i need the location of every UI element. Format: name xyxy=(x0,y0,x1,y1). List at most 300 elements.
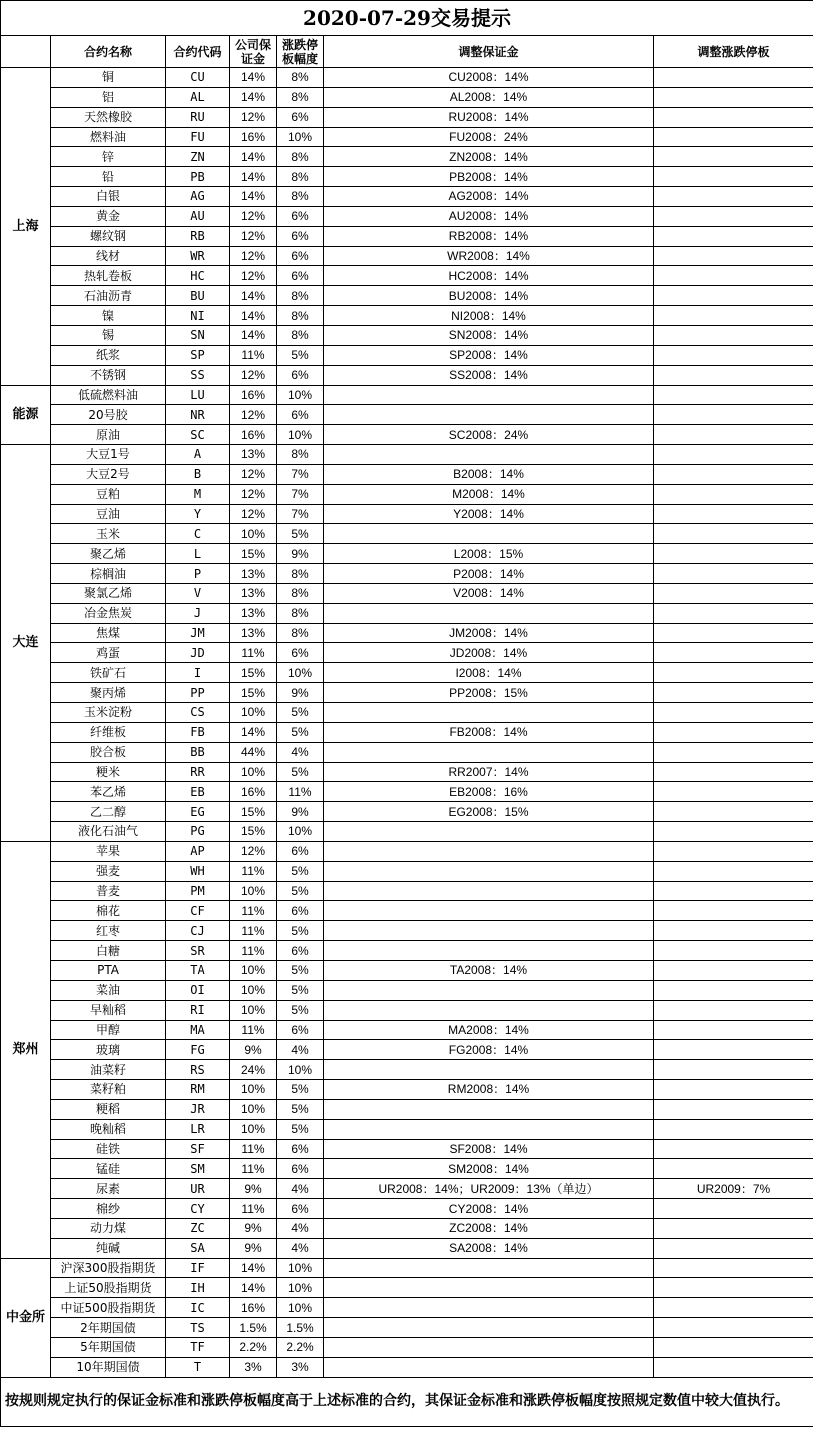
price-limit-cell: 8% xyxy=(277,87,324,107)
adjusted-limit-cell xyxy=(654,365,813,385)
adjusted-limit-cell xyxy=(654,187,813,207)
header-price-limit: 涨跌停板幅度 xyxy=(277,36,324,68)
price-limit-cell: 8% xyxy=(277,167,324,187)
price-limit-cell: 1.5% xyxy=(277,1318,324,1338)
table-row xyxy=(1,1338,813,1358)
table-row xyxy=(1,941,813,961)
contract-name-cell: 热轧卷板 xyxy=(51,266,166,286)
adjusted-limit-cell xyxy=(654,325,813,345)
contract-code-cell: L xyxy=(166,544,230,564)
table-row xyxy=(1,1278,813,1298)
adjusted-limit-cell xyxy=(654,266,813,286)
adjusted-margin-cell xyxy=(324,1318,654,1338)
price-limit-cell: 5% xyxy=(277,524,324,544)
adjusted-margin-cell xyxy=(324,703,654,723)
table-row xyxy=(1,1199,813,1219)
table-row xyxy=(1,861,813,881)
contract-code-cell: MA xyxy=(166,1020,230,1040)
price-limit-cell: 10% xyxy=(277,127,324,147)
table-row xyxy=(1,187,813,207)
price-limit-cell: 6% xyxy=(277,841,324,861)
company-margin-cell: 16% xyxy=(230,385,277,405)
contract-code-cell: M xyxy=(166,484,230,504)
company-margin-cell: 11% xyxy=(230,643,277,663)
price-limit-cell: 6% xyxy=(277,1159,324,1179)
adjusted-limit-cell xyxy=(654,1080,813,1100)
price-limit-cell: 6% xyxy=(277,1139,324,1159)
contract-code-cell: TF xyxy=(166,1338,230,1358)
price-limit-cell: 6% xyxy=(277,107,324,127)
contract-name-cell: 晚籼稻 xyxy=(51,1119,166,1139)
company-margin-cell: 10% xyxy=(230,881,277,901)
adjusted-margin-cell xyxy=(324,603,654,623)
table-row xyxy=(1,504,813,524)
table-row xyxy=(1,980,813,1000)
table-row xyxy=(1,921,813,941)
price-limit-cell: 6% xyxy=(277,206,324,226)
adjusted-limit-cell xyxy=(654,1040,813,1060)
company-margin-cell: 13% xyxy=(230,564,277,584)
contract-code-cell: RS xyxy=(166,1060,230,1080)
company-margin-cell: 16% xyxy=(230,127,277,147)
contract-name-cell: 线材 xyxy=(51,246,166,266)
contract-name-cell: 棉花 xyxy=(51,901,166,921)
table-row xyxy=(1,1099,813,1119)
adjusted-limit-cell xyxy=(654,564,813,584)
adjusted-margin-cell: FU2008：24% xyxy=(324,127,654,147)
company-margin-cell: 9% xyxy=(230,1040,277,1060)
contract-name-cell: 苹果 xyxy=(51,841,166,861)
adjusted-margin-cell xyxy=(324,841,654,861)
company-margin-cell: 11% xyxy=(230,901,277,921)
header-contract-name: 合约名称 xyxy=(51,36,166,68)
contract-code-cell: FG xyxy=(166,1040,230,1060)
header-exchange xyxy=(1,36,51,68)
table-row xyxy=(1,226,813,246)
contract-code-cell: T xyxy=(166,1357,230,1377)
table-row xyxy=(1,87,813,107)
company-margin-cell: 2.2% xyxy=(230,1338,277,1358)
price-limit-cell: 5% xyxy=(277,980,324,1000)
contract-name-cell: 聚乙烯 xyxy=(51,544,166,564)
table-row xyxy=(1,1139,813,1159)
price-limit-cell: 10% xyxy=(277,1278,324,1298)
company-margin-cell: 16% xyxy=(230,1298,277,1318)
adjusted-limit-cell xyxy=(654,68,813,88)
table-row xyxy=(1,345,813,365)
header-row xyxy=(1,36,813,68)
adjusted-margin-cell xyxy=(324,901,654,921)
adjusted-margin-cell: BU2008：14% xyxy=(324,286,654,306)
table-row xyxy=(1,901,813,921)
adjusted-limit-cell xyxy=(654,167,813,187)
contract-code-cell: PP xyxy=(166,683,230,703)
table-row xyxy=(1,405,813,425)
adjusted-margin-cell xyxy=(324,1278,654,1298)
adjusted-limit-cell xyxy=(654,445,813,465)
adjusted-margin-cell xyxy=(324,1060,654,1080)
adjusted-margin-cell xyxy=(324,861,654,881)
contract-name-cell: 动力煤 xyxy=(51,1218,166,1238)
adjusted-limit-cell xyxy=(654,960,813,980)
company-margin-cell: 13% xyxy=(230,623,277,643)
adjusted-limit-cell xyxy=(654,286,813,306)
price-limit-cell: 4% xyxy=(277,742,324,762)
table-row xyxy=(1,325,813,345)
price-limit-cell: 7% xyxy=(277,484,324,504)
contract-name-cell: 棕榈油 xyxy=(51,564,166,584)
contract-code-cell: PM xyxy=(166,881,230,901)
price-limit-cell: 10% xyxy=(277,385,324,405)
contract-code-cell: BU xyxy=(166,286,230,306)
contract-name-cell: 甲醇 xyxy=(51,1020,166,1040)
adjusted-margin-cell: EB2008：16% xyxy=(324,782,654,802)
exchange-cell: 中金所 xyxy=(1,1258,51,1377)
price-limit-cell: 6% xyxy=(277,1020,324,1040)
contract-code-cell: JM xyxy=(166,623,230,643)
contract-name-cell: 铁矿石 xyxy=(51,663,166,683)
contract-name-cell: 冶金焦炭 xyxy=(51,603,166,623)
price-limit-cell: 9% xyxy=(277,544,324,564)
contract-code-cell: JR xyxy=(166,1099,230,1119)
contract-code-cell: WH xyxy=(166,861,230,881)
adjusted-limit-cell xyxy=(654,464,813,484)
adjusted-margin-cell: RU2008：14% xyxy=(324,107,654,127)
contract-name-cell: PTA xyxy=(51,960,166,980)
price-limit-cell: 10% xyxy=(277,1298,324,1318)
contract-code-cell: SM xyxy=(166,1159,230,1179)
contract-code-cell: SC xyxy=(166,425,230,445)
adjusted-margin-cell: M2008：14% xyxy=(324,484,654,504)
contract-code-cell: FU xyxy=(166,127,230,147)
table-row xyxy=(1,68,813,88)
table-row xyxy=(1,1357,813,1377)
adjusted-margin-cell xyxy=(324,1119,654,1139)
contract-code-cell: IF xyxy=(166,1258,230,1278)
adjusted-limit-cell xyxy=(654,1159,813,1179)
contract-code-cell: NI xyxy=(166,306,230,326)
adjusted-margin-cell: NI2008：14% xyxy=(324,306,654,326)
contract-name-cell: 镍 xyxy=(51,306,166,326)
contract-code-cell: EB xyxy=(166,782,230,802)
price-limit-cell: 4% xyxy=(277,1179,324,1199)
company-margin-cell: 11% xyxy=(230,861,277,881)
adjusted-limit-cell xyxy=(654,901,813,921)
contract-name-cell: 20号胶 xyxy=(51,405,166,425)
adjusted-limit-cell xyxy=(654,603,813,623)
contract-code-cell: SA xyxy=(166,1238,230,1258)
contract-code-cell: A xyxy=(166,445,230,465)
contract-name-cell: 胶合板 xyxy=(51,742,166,762)
contract-code-cell: LR xyxy=(166,1119,230,1139)
adjusted-margin-cell xyxy=(324,742,654,762)
table-row xyxy=(1,703,813,723)
company-margin-cell: 11% xyxy=(230,1199,277,1219)
company-margin-cell: 12% xyxy=(230,464,277,484)
company-margin-cell: 11% xyxy=(230,345,277,365)
adjusted-margin-cell xyxy=(324,822,654,842)
company-margin-cell: 10% xyxy=(230,1119,277,1139)
price-limit-cell: 5% xyxy=(277,1099,324,1119)
company-margin-cell: 1.5% xyxy=(230,1318,277,1338)
adjusted-limit-cell xyxy=(654,1199,813,1219)
table-row xyxy=(1,1040,813,1060)
adjusted-limit-cell xyxy=(654,226,813,246)
contract-name-cell: 聚氯乙烯 xyxy=(51,583,166,603)
table-row xyxy=(1,1238,813,1258)
price-limit-cell: 9% xyxy=(277,802,324,822)
adjusted-limit-cell xyxy=(654,623,813,643)
contract-name-cell: 强麦 xyxy=(51,861,166,881)
adjusted-limit-cell xyxy=(654,405,813,425)
adjusted-limit-cell xyxy=(654,881,813,901)
footer-row xyxy=(1,1377,813,1426)
company-margin-cell: 12% xyxy=(230,365,277,385)
contract-code-cell: IH xyxy=(166,1278,230,1298)
table-row xyxy=(1,603,813,623)
table-row xyxy=(1,742,813,762)
company-margin-cell: 15% xyxy=(230,683,277,703)
company-margin-cell: 9% xyxy=(230,1218,277,1238)
price-limit-cell: 8% xyxy=(277,68,324,88)
company-margin-cell: 14% xyxy=(230,1278,277,1298)
contract-code-cell: CF xyxy=(166,901,230,921)
contract-name-cell: 锰硅 xyxy=(51,1159,166,1179)
header-contract-code: 合约代码 xyxy=(166,36,230,68)
company-margin-cell: 14% xyxy=(230,87,277,107)
adjusted-margin-cell: V2008：14% xyxy=(324,583,654,603)
exchange-cell: 上海 xyxy=(1,68,51,386)
adjusted-limit-cell xyxy=(654,1000,813,1020)
contract-code-cell: BB xyxy=(166,742,230,762)
price-limit-cell: 8% xyxy=(277,603,324,623)
adjusted-margin-cell: JM2008：14% xyxy=(324,623,654,643)
adjusted-margin-cell: EG2008：15% xyxy=(324,802,654,822)
adjusted-margin-cell: PP2008：15% xyxy=(324,683,654,703)
company-margin-cell: 11% xyxy=(230,1020,277,1040)
adjusted-margin-cell: AG2008：14% xyxy=(324,187,654,207)
contract-name-cell: 白糖 xyxy=(51,941,166,961)
adjusted-margin-cell xyxy=(324,385,654,405)
company-margin-cell: 10% xyxy=(230,762,277,782)
adjusted-limit-cell xyxy=(654,544,813,564)
contract-name-cell: 铜 xyxy=(51,68,166,88)
adjusted-margin-cell: SF2008：14% xyxy=(324,1139,654,1159)
contract-name-cell: 玉米淀粉 xyxy=(51,703,166,723)
table-row xyxy=(1,1179,813,1199)
contract-code-cell: EG xyxy=(166,802,230,822)
table-row xyxy=(1,385,813,405)
contract-name-cell: 油菜籽 xyxy=(51,1060,166,1080)
contract-code-cell: AU xyxy=(166,206,230,226)
adjusted-margin-cell: SN2008：14% xyxy=(324,325,654,345)
contract-code-cell: CS xyxy=(166,703,230,723)
contract-name-cell: 锡 xyxy=(51,325,166,345)
price-limit-cell: 5% xyxy=(277,861,324,881)
contract-code-cell: AG xyxy=(166,187,230,207)
table-row xyxy=(1,246,813,266)
contract-code-cell: HC xyxy=(166,266,230,286)
table-row xyxy=(1,1218,813,1238)
table-row xyxy=(1,445,813,465)
table-row xyxy=(1,306,813,326)
adjusted-limit-cell xyxy=(654,762,813,782)
price-limit-cell: 5% xyxy=(277,345,324,365)
adjusted-limit-cell xyxy=(654,484,813,504)
table-row xyxy=(1,643,813,663)
contract-name-cell: 菜籽粕 xyxy=(51,1080,166,1100)
contract-code-cell: ZN xyxy=(166,147,230,167)
company-margin-cell: 10% xyxy=(230,524,277,544)
adjusted-margin-cell: ZN2008：14% xyxy=(324,147,654,167)
price-limit-cell: 5% xyxy=(277,722,324,742)
adjusted-margin-cell: L2008：15% xyxy=(324,544,654,564)
contract-code-cell: RR xyxy=(166,762,230,782)
company-margin-cell: 10% xyxy=(230,1000,277,1020)
adjusted-margin-cell xyxy=(324,921,654,941)
company-margin-cell: 12% xyxy=(230,107,277,127)
adjusted-margin-cell: AL2008：14% xyxy=(324,87,654,107)
contract-name-cell: 纤维板 xyxy=(51,722,166,742)
price-limit-cell: 8% xyxy=(277,623,324,643)
contract-code-cell: RB xyxy=(166,226,230,246)
company-margin-cell: 10% xyxy=(230,980,277,1000)
contract-name-cell: 豆油 xyxy=(51,504,166,524)
table-body xyxy=(1,1,813,1427)
adjusted-margin-cell: CU2008：14% xyxy=(324,68,654,88)
company-margin-cell: 9% xyxy=(230,1179,277,1199)
company-margin-cell: 12% xyxy=(230,504,277,524)
table-row xyxy=(1,167,813,187)
adjusted-margin-cell xyxy=(324,1357,654,1377)
adjusted-limit-cell xyxy=(654,306,813,326)
price-limit-cell: 10% xyxy=(277,822,324,842)
contract-name-cell: 豆粕 xyxy=(51,484,166,504)
contract-name-cell: 聚丙烯 xyxy=(51,683,166,703)
price-limit-cell: 5% xyxy=(277,881,324,901)
adjusted-limit-cell xyxy=(654,1338,813,1358)
contract-code-cell: SP xyxy=(166,345,230,365)
adjusted-margin-cell: WR2008：14% xyxy=(324,246,654,266)
contract-code-cell: OI xyxy=(166,980,230,1000)
table-row xyxy=(1,1298,813,1318)
price-limit-cell: 8% xyxy=(277,325,324,345)
company-margin-cell: 14% xyxy=(230,147,277,167)
contract-name-cell: 菜油 xyxy=(51,980,166,1000)
company-margin-cell: 11% xyxy=(230,921,277,941)
contract-code-cell: CU xyxy=(166,68,230,88)
adjusted-limit-cell xyxy=(654,703,813,723)
price-limit-cell: 11% xyxy=(277,782,324,802)
table-row xyxy=(1,583,813,603)
adjusted-margin-cell xyxy=(324,405,654,425)
title-row xyxy=(1,1,813,36)
adjusted-margin-cell xyxy=(324,1000,654,1020)
price-limit-cell: 8% xyxy=(277,147,324,167)
contract-code-cell: SN xyxy=(166,325,230,345)
contract-name-cell: 红枣 xyxy=(51,921,166,941)
contract-code-cell: CJ xyxy=(166,921,230,941)
price-limit-cell: 6% xyxy=(277,226,324,246)
adjusted-margin-cell: SA2008：14% xyxy=(324,1238,654,1258)
adjusted-margin-cell xyxy=(324,941,654,961)
adjusted-margin-cell: HC2008：14% xyxy=(324,266,654,286)
contract-name-cell: 铝 xyxy=(51,87,166,107)
company-margin-cell: 11% xyxy=(230,1139,277,1159)
contract-name-cell: 液化石油气 xyxy=(51,822,166,842)
price-limit-cell: 5% xyxy=(277,960,324,980)
price-limit-cell: 4% xyxy=(277,1218,324,1238)
contract-name-cell: 纯碱 xyxy=(51,1238,166,1258)
contract-code-cell: RI xyxy=(166,1000,230,1020)
contract-name-cell: 乙二醇 xyxy=(51,802,166,822)
adjusted-limit-cell xyxy=(654,1139,813,1159)
adjusted-margin-cell: Y2008：14% xyxy=(324,504,654,524)
company-margin-cell: 14% xyxy=(230,68,277,88)
company-margin-cell: 15% xyxy=(230,663,277,683)
contract-name-cell: 硅铁 xyxy=(51,1139,166,1159)
contract-code-cell: LU xyxy=(166,385,230,405)
adjusted-margin-cell: ZC2008：14% xyxy=(324,1218,654,1238)
adjusted-margin-cell xyxy=(324,524,654,544)
company-margin-cell: 14% xyxy=(230,167,277,187)
adjusted-limit-cell xyxy=(654,127,813,147)
adjusted-margin-cell: RB2008：14% xyxy=(324,226,654,246)
adjusted-limit-cell xyxy=(654,246,813,266)
company-margin-cell: 10% xyxy=(230,960,277,980)
price-limit-cell: 10% xyxy=(277,425,324,445)
adjusted-margin-cell xyxy=(324,1298,654,1318)
table-row xyxy=(1,663,813,683)
price-limit-cell: 4% xyxy=(277,1238,324,1258)
company-margin-cell: 12% xyxy=(230,226,277,246)
table-row xyxy=(1,623,813,643)
contract-name-cell: 沪深300股指期货 xyxy=(51,1258,166,1278)
company-margin-cell: 14% xyxy=(230,1258,277,1278)
contract-name-cell: 2年期国债 xyxy=(51,1318,166,1338)
adjusted-margin-cell: PB2008：14% xyxy=(324,167,654,187)
adjusted-limit-cell xyxy=(654,1119,813,1139)
contract-name-cell: 焦煤 xyxy=(51,623,166,643)
table-row xyxy=(1,147,813,167)
company-margin-cell: 10% xyxy=(230,703,277,723)
company-margin-cell: 12% xyxy=(230,246,277,266)
adjusted-limit-cell xyxy=(654,345,813,365)
adjusted-margin-cell: FB2008：14% xyxy=(324,722,654,742)
adjusted-margin-cell: JD2008：14% xyxy=(324,643,654,663)
price-limit-cell: 8% xyxy=(277,564,324,584)
company-margin-cell: 15% xyxy=(230,544,277,564)
price-limit-cell: 10% xyxy=(277,663,324,683)
price-limit-cell: 6% xyxy=(277,365,324,385)
company-margin-cell: 44% xyxy=(230,742,277,762)
price-limit-cell: 5% xyxy=(277,1000,324,1020)
company-margin-cell: 14% xyxy=(230,722,277,742)
table-row xyxy=(1,881,813,901)
adjusted-margin-cell xyxy=(324,980,654,1000)
adjusted-limit-cell xyxy=(654,1298,813,1318)
adjusted-limit-cell xyxy=(654,822,813,842)
table-row xyxy=(1,822,813,842)
price-limit-cell: 6% xyxy=(277,266,324,286)
adjusted-margin-cell: I2008：14% xyxy=(324,663,654,683)
price-limit-cell: 8% xyxy=(277,286,324,306)
company-margin-cell: 11% xyxy=(230,941,277,961)
adjusted-limit-cell xyxy=(654,504,813,524)
adjusted-limit-cell xyxy=(654,663,813,683)
table-row xyxy=(1,286,813,306)
price-limit-cell: 5% xyxy=(277,1119,324,1139)
